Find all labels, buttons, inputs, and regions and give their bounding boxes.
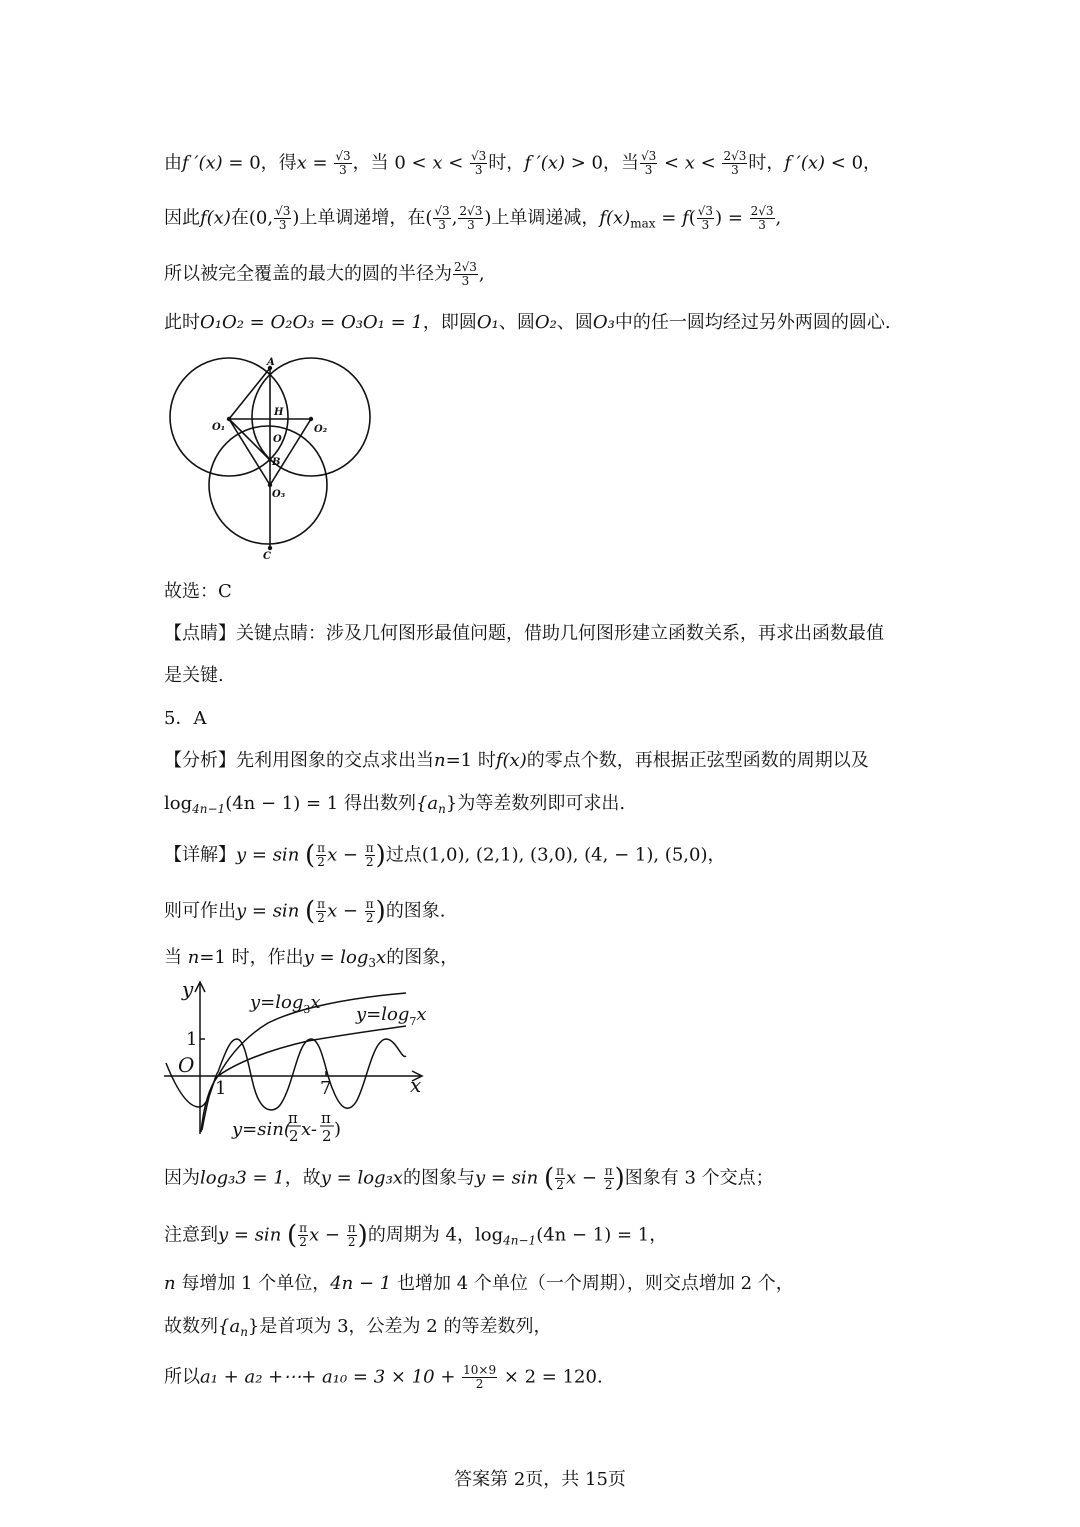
line-17: 故数列$\{a_n\}$是首项为 3，公差为 2 的等差数列，	[164, 1316, 552, 1339]
log3-label: $y=\log_3x$	[250, 992, 321, 1016]
sine-label-mid: x-	[301, 1119, 317, 1140]
line-12: 则可作出y = sin ( $\frac{\pi}{2}$ x − $\frac{\pi}{2}$ )的图象.	[164, 896, 446, 927]
sine-curve	[166, 1039, 406, 1110]
label-O1: O₁	[212, 422, 226, 433]
label-B: B	[272, 457, 281, 468]
line-3: 所以被完全覆盖的最大的圆的半径为 $\frac{2√3}{3}$ ,	[164, 260, 485, 288]
line-2: 因此f(x)在(0, $\frac{√3}{3}$ )上单调递增，在( $\frac{√3}{3}$ , $\frac{2√3}{3}$ )上单调递减，$f(x)_{max} = f$( $\frac{√3}{3}$ ) = $\frac{2√3}{3}$ ,	[164, 204, 782, 232]
line-5: 故选：C	[164, 581, 232, 602]
sine-label-pi1: π	[288, 1109, 298, 1127]
line-8: 5．A	[164, 708, 207, 729]
x-axis-label: x	[410, 1073, 422, 1097]
line-18: 所以a₁ + a₂ +⋯+ a₁₀ = 3 × 10 + $\frac{10\times 9}{2}$ × 2 = 120.	[164, 1363, 603, 1391]
label-O: O	[273, 434, 282, 445]
line-9: 【分析】先利用图象的交点求出当n=1 时f(x)的零点个数，再根据正弦型函数的周期以及	[164, 750, 869, 771]
label-A: A	[267, 357, 275, 368]
x-tick-7: 7	[320, 1078, 332, 1099]
three-circles-figure	[160, 356, 380, 561]
line-16: n 每增加 1 个单位，4n − 1 也增加 4 个单位（一个周期），则交点增加 2 个，	[164, 1273, 794, 1294]
line-11: 【详解】y = sin ( $\frac{\pi}{2}$ x − $\frac{\pi}{2}$ )过点(1,0), (2,1), (3,0), (4, − 1), (5,0)，	[164, 840, 726, 871]
line-1: 由f ′(x) = 0，得x = $\frac{√3}{3}$ ，当 0 < x < $\frac{√3}{3}$ 时，f ′(x) > 0，当 $\frac{√3}{3}$ < x < $\frac{2√3}{3}$ 时，f ′(x) < 0，	[164, 149, 882, 177]
line-14: 因为log₃3 = 1，故y = log₃x的图象与y = sin ( $\frac{\pi}{2}$ x − $\frac{\pi}{2}$ )图象有 3 个交点；	[164, 1163, 774, 1194]
line-13: 当 n=1 时，作出$y = \log_3x$的图象，	[164, 947, 459, 970]
label-H: H	[274, 407, 284, 418]
sine-label-two2: 2	[322, 1127, 332, 1145]
line-15: 注意到y = sin ( $\frac{\pi}{2}$ x − $\frac{\pi}{2}$ )的周期为 4，$\log_{4n-1}(4n - 1) = 1$，	[164, 1220, 668, 1251]
origin-label: O	[178, 1053, 195, 1077]
function-graph-figure	[158, 978, 430, 1146]
page-footer: 答案第 2页，共 15页	[454, 1469, 626, 1490]
label-C: C	[263, 551, 271, 561]
line-10: $\log_{4n-1}(4n - 1) = 1$ 得出数列$\{a_n\}$为等差数列即可求出.	[164, 793, 626, 816]
sine-label-two1: 2	[289, 1127, 299, 1145]
line-7: 是关键.	[164, 665, 224, 686]
sine-label-pi2: π	[321, 1109, 331, 1127]
log7-label: $y=\log_7x$	[356, 1004, 427, 1028]
sine-label-start: y=sin(	[232, 1119, 291, 1140]
y-axis-label: y	[182, 978, 194, 1001]
y-tick-1: 1	[186, 1029, 198, 1050]
x-tick-1: 1	[215, 1078, 227, 1099]
label-O2: O₂	[314, 424, 328, 435]
line-4: 此时O₁O₂ = O₂O₃ = O₃O₁ = 1，即圆O₁、圆O₂、圆O₃中的任一圆均经过另外两圆的圆心.	[164, 312, 891, 333]
sine-label-end: )	[334, 1119, 342, 1140]
line-6: 【点睛】关键点睛：涉及几何图形最值问题，借助几何图形建立函数关系，再求出函数最值	[164, 623, 884, 644]
label-O3: O₃	[272, 489, 286, 500]
